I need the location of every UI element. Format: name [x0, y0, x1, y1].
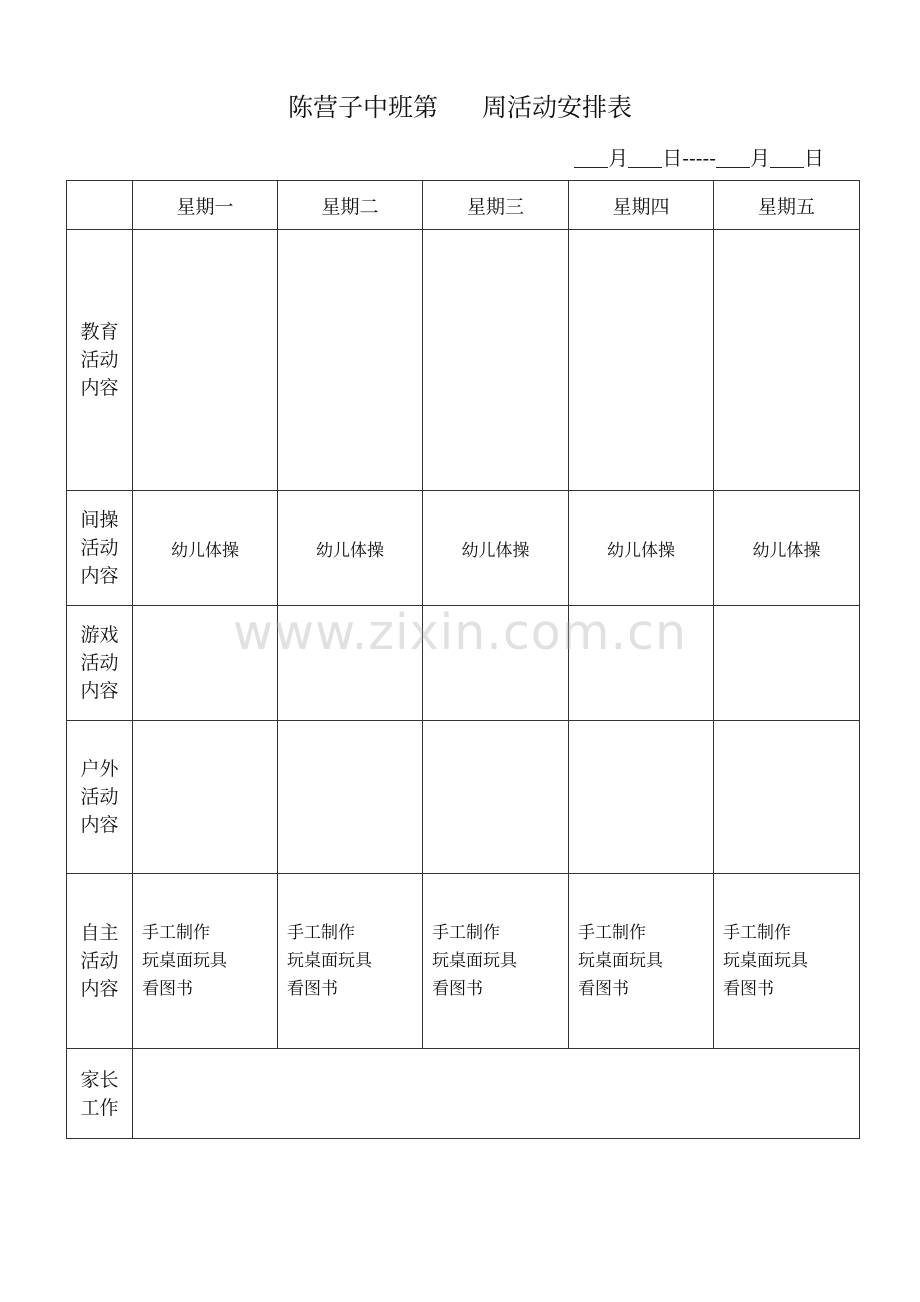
row-label-line: 活动 — [80, 349, 119, 371]
row-label-line: 内容 — [80, 377, 119, 399]
header-row — [67, 181, 860, 230]
schedule-cell — [714, 230, 860, 491]
activity-item: 手工制作 — [142, 923, 210, 943]
schedule-cell — [278, 874, 423, 1049]
row-label-line: 活动 — [80, 537, 119, 559]
title-part1: 陈营子中班第 — [287, 93, 438, 122]
row-label — [67, 606, 133, 721]
schedule-cell — [569, 874, 714, 1049]
schedule-cell — [278, 721, 423, 874]
row-label-line: 活动 — [80, 950, 119, 972]
corner-cell — [67, 181, 133, 230]
activity-item: 玩桌面玩具 — [287, 951, 372, 971]
schedule-cell — [133, 874, 278, 1049]
day-separator-label: 日----- — [662, 146, 716, 170]
day-header: 星期五 — [714, 181, 860, 230]
self-directed-row — [67, 874, 860, 1049]
parent-work-cell — [133, 1049, 860, 1139]
row-label-line: 活动 — [80, 652, 119, 674]
schedule-cell — [569, 606, 714, 721]
activity-item: 看图书 — [723, 979, 774, 999]
schedule-cell: 幼儿体操 — [569, 491, 714, 606]
schedule-cell — [278, 606, 423, 721]
row-label-line: 内容 — [80, 814, 119, 836]
activity-item: 手工制作 — [432, 923, 500, 943]
row-label-line: 内容 — [80, 565, 119, 587]
row-label — [67, 874, 133, 1049]
activity-item: 看图书 — [142, 979, 193, 999]
education-row — [67, 230, 860, 491]
row-label-line: 户外 — [80, 758, 119, 780]
schedule-cell — [133, 721, 278, 874]
day-blank — [628, 147, 662, 168]
outdoor-row — [67, 721, 860, 874]
row-label — [67, 491, 133, 606]
day-header: 星期一 — [133, 181, 278, 230]
schedule-cell: 幼儿体操 — [278, 491, 423, 606]
schedule-cell — [278, 230, 423, 491]
schedule-cell — [423, 721, 569, 874]
schedule-cell — [569, 721, 714, 874]
activity-item: 玩桌面玩具 — [723, 951, 808, 971]
month-label: 月 — [608, 146, 629, 170]
schedule-cell — [714, 606, 860, 721]
schedule-cell — [569, 230, 714, 491]
watermark: www.zixin.com.cn — [232, 604, 688, 661]
schedule-cell — [714, 721, 860, 874]
row-label-line: 活动 — [80, 786, 119, 808]
row-label-line: 工作 — [80, 1096, 119, 1119]
activity-item: 玩桌面玩具 — [432, 951, 517, 971]
schedule-cell: 幼儿体操 — [423, 491, 569, 606]
schedule-cell — [423, 230, 569, 491]
schedule-cell — [133, 230, 278, 491]
title-part2: 周活动安排表 — [482, 93, 633, 122]
page-title — [0, 88, 920, 124]
row-label — [67, 1049, 133, 1139]
schedule-cell: 幼儿体操 — [714, 491, 860, 606]
row-label-line: 间操 — [80, 509, 119, 531]
schedule-cell — [714, 874, 860, 1049]
game-row — [67, 606, 860, 721]
activity-item: 手工制作 — [287, 923, 355, 943]
activity-item: 手工制作 — [723, 923, 791, 943]
day-header: 星期二 — [278, 181, 423, 230]
parent-work-row — [67, 1049, 860, 1139]
schedule-cell — [133, 606, 278, 721]
row-label-line: 家长 — [80, 1068, 119, 1091]
activity-item: 看图书 — [432, 979, 483, 999]
schedule-cell — [423, 874, 569, 1049]
day-header: 星期四 — [569, 181, 714, 230]
row-label — [67, 721, 133, 874]
row-label-line: 教育 — [80, 321, 119, 343]
day-label: 日 — [804, 146, 824, 170]
activity-item: 手工制作 — [578, 923, 646, 943]
row-label-line: 内容 — [80, 978, 119, 1000]
schedule-cell — [423, 606, 569, 721]
activity-item: 玩桌面玩具 — [142, 951, 227, 971]
day-blank — [770, 147, 804, 168]
schedule-table — [66, 180, 860, 1139]
date-range — [574, 142, 824, 171]
row-label — [67, 230, 133, 491]
activity-item: 看图书 — [578, 979, 629, 999]
month-blank — [574, 147, 608, 168]
row-label-line: 内容 — [80, 680, 119, 702]
activity-item: 看图书 — [287, 979, 338, 999]
activity-item: 玩桌面玩具 — [578, 951, 663, 971]
month-label: 月 — [750, 146, 770, 170]
day-header: 星期三 — [423, 181, 569, 230]
month-blank — [716, 147, 750, 168]
row-label-line: 游戏 — [80, 624, 119, 646]
row-label-line: 自主 — [80, 922, 119, 944]
exercise-row — [67, 491, 860, 606]
schedule-cell: 幼儿体操 — [133, 491, 278, 606]
